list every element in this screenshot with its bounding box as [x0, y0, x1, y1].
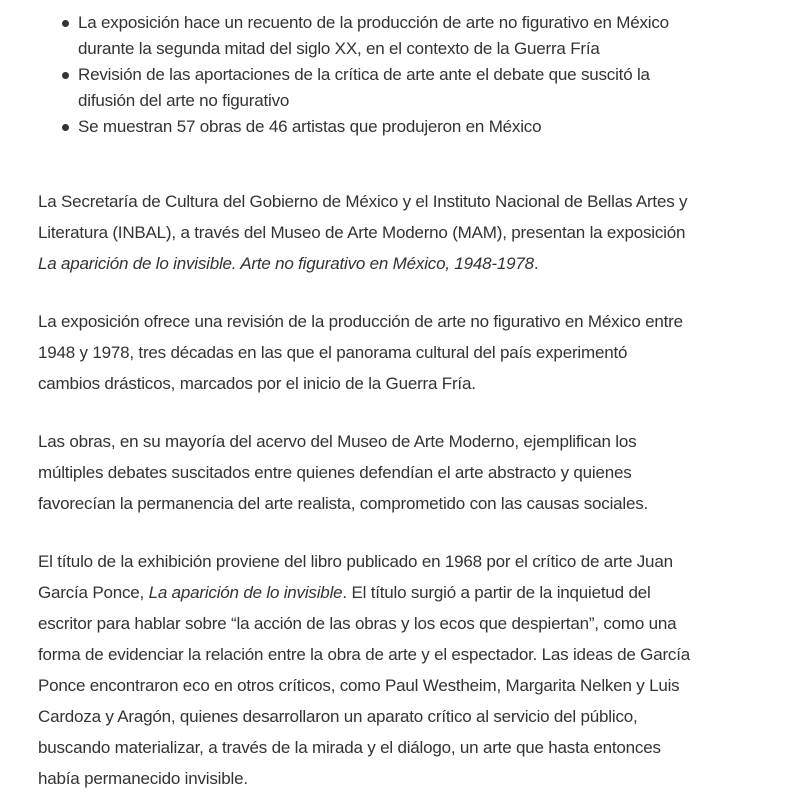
highlight-text: Revisión de las aportaciones de la crítica de arte ante el debate que suscitó la: [78, 65, 650, 84]
paragraph-line: La Secretaría de Cultura del Gobierno de México y el Instituto Nacional de Bellas Artes y: [38, 192, 688, 211]
text-segment: García Ponce,: [38, 583, 149, 602]
highlight-text: Se muestran 57 obras de 46 artistas que produjeron en México: [78, 117, 542, 136]
bullet-icon: [62, 20, 69, 27]
highlight-text: La exposición hace un recuento de la producción de arte no figurativo en México: [78, 13, 669, 32]
paragraph-line: Las obras, en su mayoría del acervo del Museo de Arte Moderno, ejemplifican los: [38, 432, 637, 451]
paragraph-line: 1948 y 1978, tres décadas en las que el panorama cultural del país experimentó: [38, 343, 628, 362]
paragraph-line: favorecían la permanencia del arte realista, comprometido con las causas sociales.: [38, 494, 649, 513]
paragraph-line: múltiples debates suscitados entre quienes defendían el arte abstracto y quienes: [38, 463, 632, 482]
highlight-text: difusión del arte no figurativo: [78, 91, 290, 110]
paragraph-line: [38, 248, 778, 279]
bullet-icon: [62, 124, 69, 131]
article-body: [38, 10, 778, 794]
highlight-item: [62, 10, 778, 62]
works-paragraph: [38, 426, 778, 519]
paragraph-line: El título de la exhibición proviene del libro publicado en 1968 por el crítico de arte Juan: [38, 552, 673, 571]
intro-paragraph: [38, 186, 778, 279]
exhibition-title: La aparición de lo invisible. Arte no figurativo en México, 1948-1978: [38, 254, 534, 273]
paragraph-line: forma de evidenciar la relación entre la obra de arte y el espectador. Las ideas de García: [38, 645, 690, 664]
book-title: La aparición de lo invisible: [148, 583, 343, 602]
highlight-text: durante la segunda mitad del siglo XX, en el contexto de la Guerra Fría: [78, 39, 600, 58]
paragraph-line: cambios drásticos, marcados por el inicio de la Guerra Fría.: [38, 374, 476, 393]
paragraph-line: [38, 577, 778, 608]
paragraph-line: Ponce encontraron eco en otros críticos, como Paul Westheim, Margarita Nelken y Luis: [38, 676, 680, 695]
paragraph-line: Literatura (INBAL), a través del Museo de Arte Moderno (MAM), presentan la exposición: [38, 223, 686, 242]
bullet-icon: [62, 72, 69, 79]
title-origin-paragraph: [38, 546, 778, 794]
paragraph-line: buscando materializar, a través de la mirada y el diálogo, un arte que hasta entonces: [38, 738, 661, 757]
highlights-list: [38, 10, 778, 140]
paragraph-line: había permanecido invisible.: [38, 769, 248, 788]
overview-paragraph: [38, 306, 778, 399]
paragraph-line: escritor para hablar sobre “la acción de las obras y los ecos que despiertan”, como una: [38, 614, 677, 633]
paragraph-line: La exposición ofrece una revisión de la producción de arte no figurativo en México entre: [38, 312, 683, 331]
highlight-item: [62, 114, 778, 140]
text-segment: . El título surgió a partir de la inquietud del: [342, 583, 651, 602]
punctuation: .: [533, 254, 539, 273]
highlight-item: [62, 62, 778, 114]
paragraph-line: Cardoza y Aragón, quienes desarrollaron un aparato crítico al servicio del público,: [38, 707, 638, 726]
